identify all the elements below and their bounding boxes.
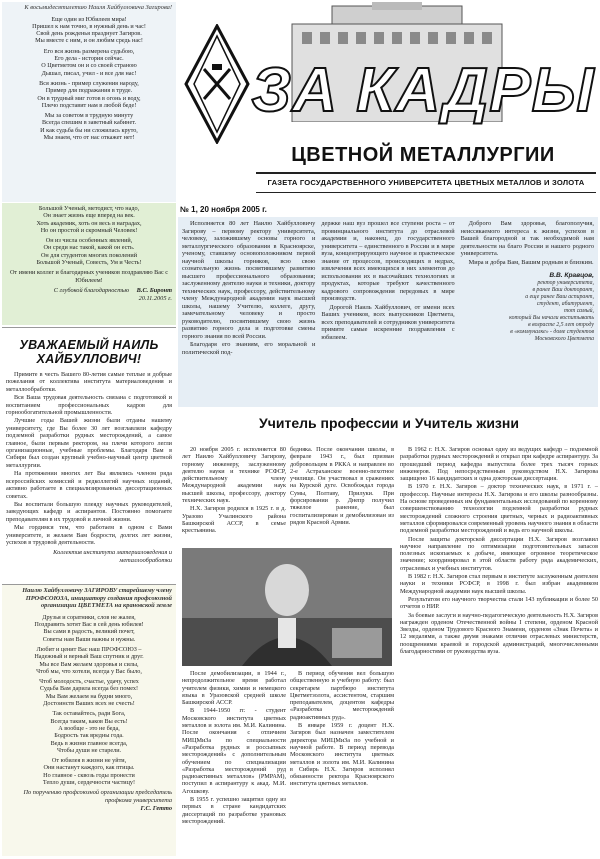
paragraph: Примите в честь Вашего 80-летия самые теплые и добрые пожелания от коллектива института материаловедения и металлообработки. [6,371,172,393]
paragraph: Исполняется 80 лет Наилю Хайбулловичу Загирову – первому ректору университета, человеку, заложившему основы горного и металлургического образования в Красноярске, ученому, ставшему основоположником первой научной школы горняков, всю свою сознательную жизнь посвятившему развитию высшего профессионального образования; заслуженному деятелю науки и техники, доктору технических наук, профессору, действительному члену Международной академии наук высшей школы, нашему Учителю, коллеге, другу, замечательному человеку и просто руководителю, посвятившему свою жизнь развитию горного дела и подготовке смены горного знания по всей России. [182,220,316,340]
paragraph: В 1982 г. Н.Х. Загиров стал первым в институте заслуженным деятелем науки и техники РСФСР, в 1998 г. был избран академиком Международной академии наук высшей школы. [400,573,598,595]
poem-date: 20.11.2005 г. [138,294,172,302]
article-column-c [400,446,598,854]
signature-role-line: тот самый, [563,307,594,314]
poem-line: Судьба Вам дарила всегда без помех! [39,685,139,693]
stanza [6,757,172,786]
poem-line: Плечо подставит нам в любой беде! [41,101,137,109]
poem-line: Он из числа особенных явлений, [45,237,133,245]
lead-column-1 [182,220,315,404]
paragraph: В 1962 г. Н.Х. Загиров основал одну из ведущих кафедр – подземной разработки рудных месторождений и открыл при кафедре аспирантуру. За прошедший период кафедра выпустила более трех тысяч горных инженеров. Под непосредственным руководством Н.Х. Загирова защищено 16 кандидатских и одна докторская диссертация. [400,446,598,483]
paragraph: Н.Х. Загиров родился в 1925 г. в д. Уразово Учалинского района Башкирской АССР, в семье крестьянина. [182,505,286,535]
poem-line: Он в трудный миг готов в огонь и воду, [37,94,141,102]
poem-box-1 [2,2,176,202]
left-column [0,0,178,859]
paragraph: Дорогой Наиль Хайбуллович, от имени всех Ваших учеников, всех выпускников Цветмета, всех преподавателей и сотрудников университета примите самые искренние поздравления с юбилеем. [321,303,455,341]
poem-line: Тепло души, сердечности частицу! [42,779,136,787]
paragraph: В 1944-1950 гг. - студент Московского института цветных металлов и золота им. М.И. Калинина. После окончания с отличием МИЦМиЗа по специальности «Разработка рудных и россыпных месторождений» с дополнительным обучением по специализации «Разработка месторождений руд радиоактивных металлов» (РМРАМ), поступил в аспирантуру к акад. М.И. Агошкову. [182,707,286,795]
poem-dedication: К восьмидесятилетию Наиля Хайбулловича Загирова! [24,4,172,11]
lead-column-3 [461,220,594,404]
union-signature-note: По поручению профсоюзной организации председатель профкома университета [23,789,172,804]
poem-line: Вы сами в радость, великий почет, [43,628,135,636]
stanza [6,112,172,141]
signature-role-line: студент, абитуриент, [536,300,594,307]
paragraph: 20 ноября 2005 г. исполняется 80 лет Наилю Хайбулловичу Загирову, горному инженеру, заслуженному деятелю науки и технике РСФСР, действительному члену Международной академии наук высшей школы, профессору, доктору технических наук. [182,446,286,505]
masthead [180,2,598,202]
paragraph: бедняка. После окончания школы, в феврале 1943 г., был призван добровольцем в РККА и направлен во 2-е Астраханское военно-пехотное училище. Он участвовал в сражениях на Курской дуге. Освобождал города Сумы, Полтаву, Прилуки. При форсировании р. Днепр получил тяжелое ранение, был госпитализирован и демобилизован из рядов Красной Армии. [290,446,394,526]
poem-line: Всегда таким, каков Вы есть! [50,717,128,725]
newspaper-tagline: ГАЗЕТА ГОСУДАРСТВЕННОГО УНИВЕРСИТЕТА ЦВЕТНЫХ МЕТАЛЛОВ И ЗОЛОТА [267,178,585,187]
paragraph: В период обучения вел большую общественную и учебную работу: был секретарем партбюро института Цветметзолота, ассистентом, старшим преподавателем, доцентом кафедры «Разработка месторождений радиоактивных руд». [290,670,394,721]
masthead-rule [256,172,596,174]
stanza [6,678,172,707]
paragraph: После защиты докторской диссертации Н.Х. Загиров возглавил научное направление по оптимизации подготовительных запасов полезных ископаемых к добыче, имеющее огромное теоретическое значение; координировал в этой области работу ряда академических, отраслевых и учебных институтов. [400,535,598,572]
portrait-photo [182,548,392,666]
poem-line: Большой Ученый, Совесть, Ум и Честь! [36,259,142,267]
greeting-box [2,327,176,582]
article-column-b [290,446,394,546]
article-title: Учитель профессии и Учитель жизни [259,415,519,431]
poem-signature [6,287,172,295]
poem-line: Чтобы души не старели. [56,746,122,754]
signature-role-line: Московского Цветмета [534,335,594,342]
lead-signature: В.В. Кравцов, [549,272,594,279]
poem-line: Его вся жизнь размерена судьбою, [43,47,135,55]
paragraph: Благодаря его знаниям, его моральной и политической под- [182,341,316,356]
signature-role-line: ректор университета, [537,279,594,286]
poem-line: Советы нам Ваши важны и нужны. [42,635,136,643]
article-column-bottom-a [182,670,286,854]
paragraph: Доброго Вам здоровья, благополучия, неиссякаемого интереса к жизни, успехов в Вашей благородной и так необходимой нам деятельности на благо России и нашего родного университета. [460,220,594,257]
article-column-bottom-b [290,670,394,854]
lead-signature-role [461,280,594,343]
paragraph: Лучшие годы Вашей жизни были отданы нашему университету, где Вы более 30 лет возглавляли кафедру подземной разработки рудных месторождений, а самое главное, были первым ректором, на плечи которого легли организационные, учебные проблемы. Благодаря Вам в Сибири был создан крупный учебно-научный центр цветной металлургии. [6,417,172,469]
poem-line: Большой Ученый, методист, что надо, [38,205,140,212]
poem-line: Свой день рожденья празднует Загиров. [36,30,142,38]
signature-role: С глубокой благодарностью [53,286,130,294]
signature-role-line: в возрасте 2,5 лет отроду [528,321,594,328]
poem-line: Мы вместе с ним, и он любим средь нас! [35,37,143,45]
poem-line: Мы знаем, что от нас откажет нет! [43,134,135,142]
poem-line: Вся жизнь - пример служения народу, [39,79,139,87]
poem-line: Мы все Вам желаем здоровья и силы, [39,660,139,668]
poem-line: Поздравить хотят Вас в сей день юбилея! [34,621,144,629]
union-dedication: Наилю Хайбулловичу ЗАГИРОВУ старейшему члену ПРОФСОЮЗА, инициатору создания профсоюзной организации ЦВЕТМЕТА на крановской земле [22,587,172,610]
poem-stanzas-1 [6,16,172,142]
masthead-rule-thin [256,192,596,193]
poem-line: И как судьба бы ни сложилась круто, [40,126,138,134]
greeting-body [6,371,172,546]
poem-line: От юбилея в жизни не уйти, [51,757,127,765]
paragraph: На протяжении многих лет Вы являлись членом ряда всероссийских комиссий и редколлегий научных изданий, активно работаете в специализированных диссертационных советах. [6,470,172,500]
poem-line: Надежный и верный Ваш спутник и друг. [34,653,144,661]
stanza [6,48,172,77]
poem-line: Пример для подражания в труде. [45,87,133,95]
paragraph: За боевые заслуги и научно-педагогическую деятельность Н.Х. Загиров награжден орденом Отечественной войны I степени, орденом Красной Звезды, орденом Трудового Красного Знамени, орденом «Знак Почета» и 12 медалями, а также двумя знаками отличия отраслевых министерств, поощрениями краевой и городской администраций, многочисленными благодарностями от руководства вуза. [400,611,598,656]
poem-line: Но он простой и скромный Человек! [40,226,138,234]
union-poem [6,614,172,787]
paragraph: держке наш вуз прошел все ступени роста – от провинциального института до отраслевой академии и, наконец, до государственного университета – единственного в России и в мире вуза, концентрирующего научное и практическое знание от процессов, происходящих в недрах, извлечения всех имеющихся в них элементов до использования их в высочайших технологиях и продуктах, которые требуют качественного кадрового сопровождения передовых в мире производств. [321,220,455,302]
signature-role-line: в ранее Ваш докторант, [532,286,594,293]
poem-line: Они настанут каждого, как птицы. [43,764,135,772]
poem-line: Любит и ценит Вас наш ПРОФСОЮЗ – [36,645,142,653]
poem-line: Он среди нас такой, какой он есть. [43,244,135,252]
stanza [6,646,172,675]
stanza [6,710,172,754]
signature-role-line: в «коммуналке» - доме студентов [510,328,594,335]
stanza [6,80,172,109]
newspaper-subtitle: ЦВЕТНОЙ МЕТАЛЛУРГИИ [291,144,555,166]
paragraph: Вы воспитали большую плеяду научных руководителей, заведующих кафедр и аспирантов. Постоянно помогаете преподавателям в их трудовой и личной жизни. [6,500,172,523]
poem-box-2 [2,203,176,325]
greeting-signature: Коллектив института материаловедения и металлообработки [53,549,172,564]
poem-line: Хоть академик, хоть он весь в наградах, [36,219,142,227]
poem-line: Друзья и соратники, слов не жалея, [42,613,136,621]
article-column-a [182,446,286,546]
poem-line: Но главное - сквозь годы пронести [43,771,135,779]
signature-role-line: а еще ранее Ваш аспирант, [525,293,594,300]
poem-line: О Цветметом он и со своей страною [41,62,137,70]
poem-line: Он знает жизнь еще вперед на век. [43,212,135,220]
article-body [180,446,598,856]
paragraph: В январе 1959 г. доцент Н.Х. Загиров был назначен заместителем директора МИЦМиЗа по учебной и научной работе. В период перевода Московского института цветных металлов и золота им. М.И. Калинина в Сибирь Н.Х. Загиров исполнял обязанности ректора Красноярского института цветных металлов. [290,722,394,788]
paragraph: В 1955 г. успешно защитил одну из первых в стране кандидатских диссертаций по разработке урановых месторождений. [182,796,286,825]
poem-line: Дышал, писал, учил - и все для нас! [41,69,137,77]
newspaper-title: ЗА КАДРЫ [251,56,595,125]
union-box [2,584,176,856]
poem-line: Бодрость так вредны года. [54,732,124,740]
union-signature-name: Г.С. Гетто [140,804,172,812]
lead-column-2 [321,220,454,404]
paragraph: Вся Ваша трудовая деятельность связана с подготовкой и воспитанием профессиональных кадров для горнообогатительной промышленности. [6,394,172,417]
issue-number: № 1, 20 ноября 2005 г. [180,205,267,214]
poem-line: Его дела - история сейчас. [54,55,124,63]
lead-columns [182,220,594,404]
paragraph: Мира и добра Вам, Вашим родным и близким. [468,258,594,266]
paragraph: После демобилизации, в 1944 г., непродолжительное время работал учителем физики, химии и немецкого языка в Уразовской средней школе Башкирской АССР. [182,670,286,707]
stanza [6,16,172,45]
poem-line: Чтоб молодость, счастье, удачу, успех [39,678,139,686]
lead-article [178,217,598,407]
poem-line: Он для студентов многих поколений [40,251,138,259]
poem-line: Чтоб мы, что хотели, всегда у Вас было, [36,667,142,675]
poem-line: Так оставайтесь, ради Бога, [52,710,126,718]
paragraph: Результатом его научного творчества стали 143 публикации и более 50 отчетов о НИР. [400,595,598,611]
paragraph: В 1970 г. Н.Х. Загиров – доктор технических наук, в 1971 г. – профессор. Научные интересы Н.Х. Загирова и его школы разнообразны. На основе проведенных им фундаментальных исследований по коренному совершенствованию технологии подземной разработки рудных месторождений сложного строения цветных, черных и радиоактивных металлов сформировался современный уровень научного знания в области подземной разработки месторождений и ведь его научной школы. [400,483,598,535]
poem-closing: От имени коллег и благодарных учеников поздравляю Вас с Юбилеем! [9,269,169,284]
poem-line: Мы за советом в трудную минуту [44,112,134,120]
signature-role-line: который Вы начали воспитывать [509,314,594,321]
poem-line: Всегда спешим в заветный кабинет. [42,119,136,127]
poem-line: А вообще - это не беда, [58,724,120,732]
stanza [6,237,172,266]
signature-name: В.С. Биронт [136,286,172,294]
poem-line: Пришел к нам точно, в нужный день и час! [32,22,146,30]
poem-line: Еще один из Юбилеев мира! [51,15,127,23]
university-logo-icon [184,24,250,144]
stanza [6,614,172,643]
paragraph: Мы гордимся тем, что работаем в одном с Вами университете, и желаем Вам бодрости, долгих лет жизни, успехов в трудовой деятельности. [6,524,172,546]
stanza [6,205,172,234]
poem-line: Ведь в жизни главное всегда, [50,739,128,747]
poem-line: Достоинств Ваших всех не счесть! [43,700,135,708]
greeting-heading: УВАЖАЕМЫЙ НАИЛЬ ХАЙБУЛЛОВИЧ! [19,338,159,366]
poem-line: Мы Вам желаем на будни много, [45,692,133,700]
